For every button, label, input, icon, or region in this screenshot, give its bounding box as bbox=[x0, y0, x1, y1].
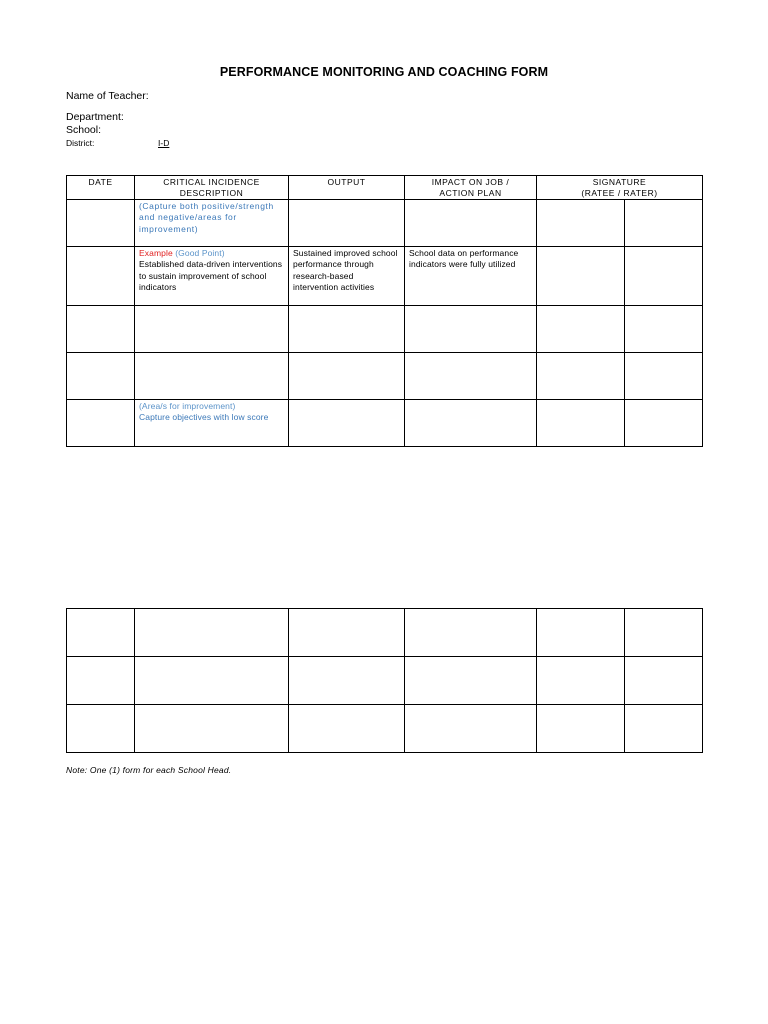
ratee-signature-cell[interactable] bbox=[537, 657, 625, 705]
department-label: Department: bbox=[66, 111, 124, 123]
date-cell[interactable] bbox=[67, 353, 135, 400]
table-row bbox=[67, 609, 703, 657]
table-row bbox=[67, 306, 703, 353]
rater-signature-cell[interactable] bbox=[625, 247, 703, 306]
rater-signature-cell[interactable] bbox=[625, 400, 703, 447]
output-cell[interactable] bbox=[289, 657, 405, 705]
rater-signature-cell[interactable] bbox=[625, 306, 703, 353]
improvement-area-label: (Area/s for improvement) bbox=[139, 401, 236, 411]
school-label: School: bbox=[66, 124, 102, 136]
critical-cell[interactable] bbox=[135, 247, 289, 306]
example-label: Example bbox=[139, 248, 173, 258]
rater-signature-cell[interactable] bbox=[625, 657, 703, 705]
impact-cell[interactable] bbox=[405, 247, 537, 306]
capture-instruction: (Capture both positive/strength and negative/areas for improvement) bbox=[139, 201, 274, 234]
critical-cell[interactable] bbox=[135, 705, 289, 753]
date-cell[interactable] bbox=[67, 705, 135, 753]
date-cell[interactable] bbox=[67, 306, 135, 353]
ratee-signature-cell[interactable] bbox=[537, 306, 625, 353]
good-point-tag: (Good Point) bbox=[175, 248, 225, 258]
date-cell[interactable] bbox=[67, 247, 135, 306]
critical-cell[interactable] bbox=[135, 657, 289, 705]
critical-cell[interactable] bbox=[135, 400, 289, 447]
header-date: DATE bbox=[67, 176, 135, 200]
output-cell[interactable] bbox=[289, 247, 405, 306]
impact-cell[interactable] bbox=[405, 400, 537, 447]
output-cell[interactable] bbox=[289, 353, 405, 400]
rater-signature-cell[interactable] bbox=[625, 705, 703, 753]
ratee-signature-cell[interactable] bbox=[537, 609, 625, 657]
example-impact-text: School data on performance indicators were fully utilized bbox=[409, 248, 519, 270]
header-impact: IMPACT ON JOB / ACTION PLAN bbox=[405, 176, 537, 200]
table-header-row bbox=[67, 176, 703, 200]
rater-signature-cell[interactable] bbox=[625, 609, 703, 657]
output-cell[interactable] bbox=[289, 609, 405, 657]
ratee-signature-cell[interactable] bbox=[537, 200, 625, 247]
impact-cell[interactable] bbox=[405, 353, 537, 400]
example-output-text: Sustained improved school performance through research-based intervention activities bbox=[293, 248, 398, 292]
table-row bbox=[67, 657, 703, 705]
date-cell[interactable] bbox=[67, 609, 135, 657]
rater-signature-cell[interactable] bbox=[625, 353, 703, 400]
continuation-table bbox=[66, 608, 703, 753]
ratee-signature-cell[interactable] bbox=[537, 400, 625, 447]
coaching-table bbox=[66, 175, 703, 447]
output-cell[interactable] bbox=[289, 400, 405, 447]
impact-cell[interactable] bbox=[405, 200, 537, 247]
date-cell[interactable] bbox=[67, 400, 135, 447]
low-score-instruction: Capture objectives with low score bbox=[139, 412, 269, 423]
date-cell[interactable] bbox=[67, 200, 135, 247]
critical-cell[interactable] bbox=[135, 306, 289, 353]
date-cell[interactable] bbox=[67, 657, 135, 705]
table-row bbox=[67, 247, 703, 306]
header-signature: SIGNATURE (RATEE / RATER) bbox=[537, 176, 703, 200]
example-critical-text: Established data-driven interventions to sustain improvement of school indicators bbox=[139, 259, 283, 292]
page-title: PERFORMANCE MONITORING AND COACHING FORM bbox=[219, 65, 549, 79]
ratee-signature-cell[interactable] bbox=[537, 247, 625, 306]
table-row bbox=[67, 400, 703, 447]
ratee-signature-cell[interactable] bbox=[537, 705, 625, 753]
output-cell[interactable] bbox=[289, 705, 405, 753]
output-cell[interactable] bbox=[289, 200, 405, 247]
critical-cell[interactable] bbox=[135, 353, 289, 400]
impact-cell[interactable] bbox=[405, 306, 537, 353]
output-cell[interactable] bbox=[289, 306, 405, 353]
table-row bbox=[67, 200, 703, 247]
critical-cell[interactable] bbox=[135, 609, 289, 657]
table-row bbox=[67, 705, 703, 753]
ratee-signature-cell[interactable] bbox=[537, 353, 625, 400]
district-value: I-D bbox=[158, 138, 170, 148]
header-output: OUTPUT bbox=[289, 176, 405, 200]
critical-cell[interactable] bbox=[135, 200, 289, 247]
impact-cell[interactable] bbox=[405, 705, 537, 753]
table-row bbox=[67, 353, 703, 400]
header-critical-incidence: CRITICAL INCIDENCE DESCRIPTION bbox=[135, 176, 289, 200]
teacher-name-label: Name of Teacher: bbox=[66, 90, 149, 102]
footnote: Note: One (1) form for each School Head. bbox=[66, 765, 232, 775]
rater-signature-cell[interactable] bbox=[625, 200, 703, 247]
district-label: District: bbox=[66, 138, 95, 148]
impact-cell[interactable] bbox=[405, 657, 537, 705]
impact-cell[interactable] bbox=[405, 609, 537, 657]
